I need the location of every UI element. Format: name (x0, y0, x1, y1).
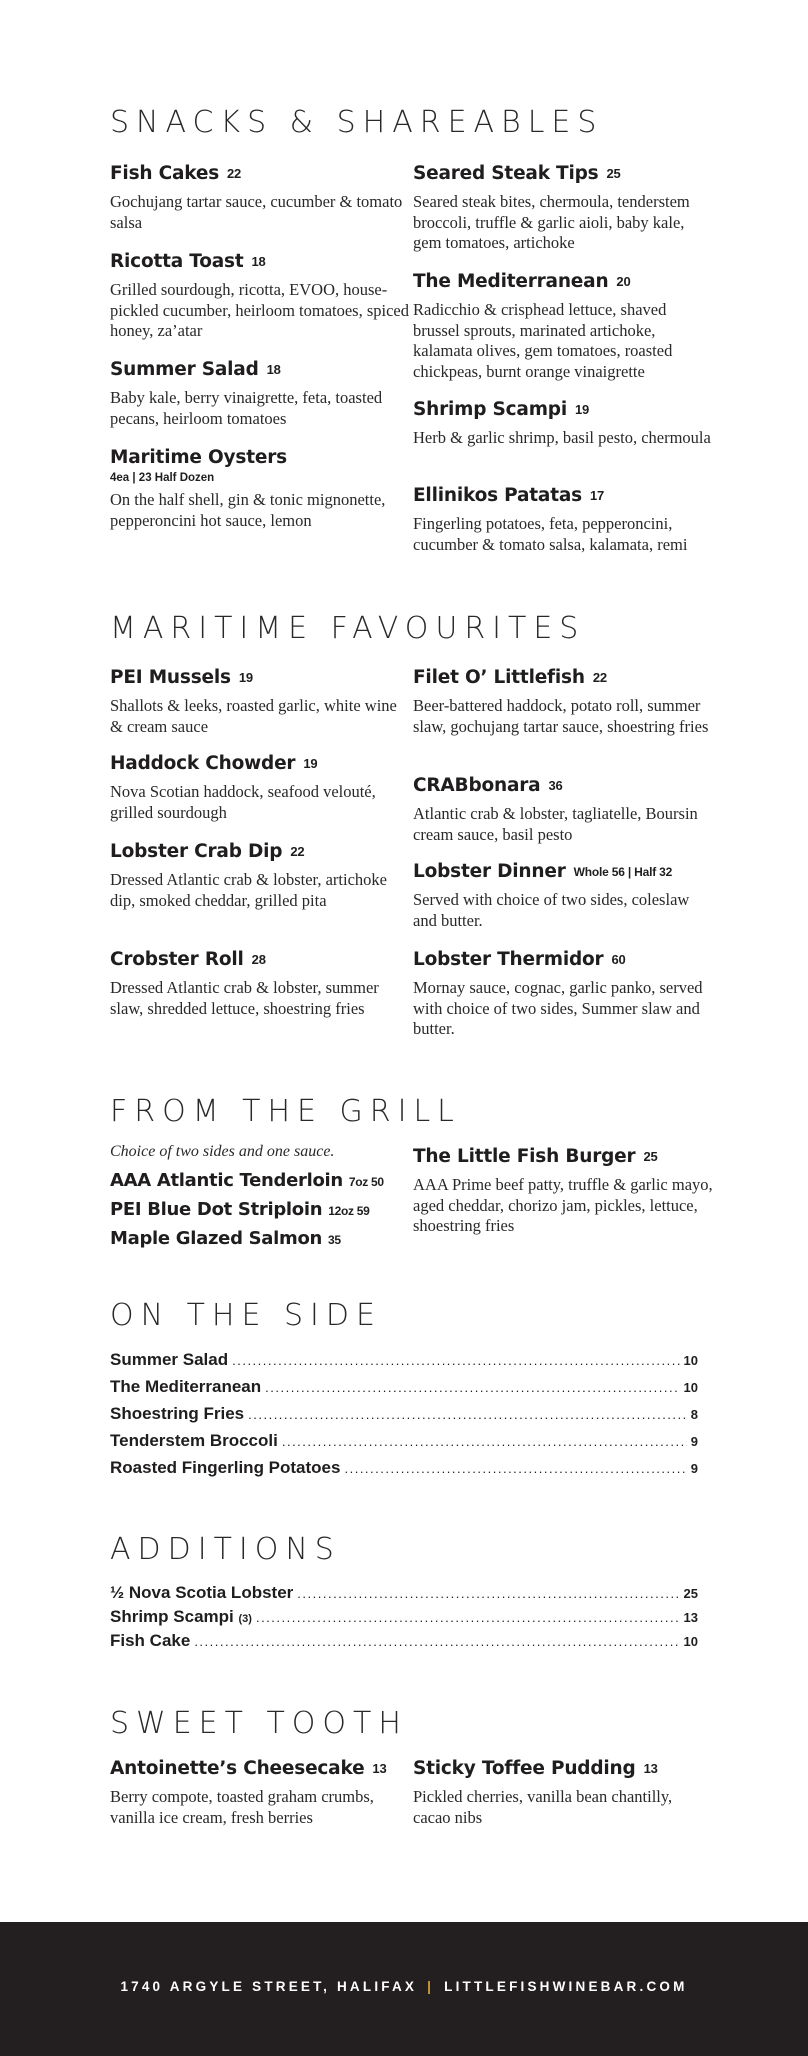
item-name: Sticky Toffee Pudding (413, 1758, 636, 1779)
item-name: Summer Salad (110, 359, 259, 380)
item-description: Mornay sauce, cognac, garlic panko, served with choice of two sides, Summer slaw and butter. (413, 978, 703, 1038)
dot-leader (232, 1353, 679, 1368)
menu-item (110, 752, 410, 823)
item-price: 25 (683, 1586, 698, 1601)
item-name: Fish Cakes (110, 163, 220, 184)
item-description: Beer-battered haddock, potato roll, summer slaw, gochujang tartar sauce, shoestring fries (413, 696, 709, 736)
item-name: Shoestring Fries (110, 1404, 245, 1423)
section-snacks (110, 105, 711, 558)
item-name: Maple Glazed Salmon (110, 1228, 323, 1249)
footer-website-link[interactable]: LITTLEFISHWINEBAR.COM (444, 1979, 688, 1994)
item-name: Shrimp Scampi (413, 399, 567, 420)
item-name: Seared Steak Tips (413, 163, 599, 184)
item-price: Whole 56 | Half 32 (573, 865, 673, 879)
menu-item (413, 270, 713, 382)
item-name: Fish Cake (110, 1631, 191, 1650)
item-name: Filet O’ Littlefish (413, 667, 585, 688)
footer-separator: | (427, 1979, 435, 1994)
footer (0, 1922, 808, 2056)
section-grill (110, 1094, 713, 1249)
item-name: AAA Atlantic Tenderloin (110, 1170, 343, 1191)
menu-item (413, 162, 713, 254)
item-price: 8 (690, 1407, 698, 1422)
grill-left-column (110, 1141, 400, 1254)
section-title: SNACKS & SHAREABLES (110, 105, 604, 140)
item-price: 7oz 50 (348, 1175, 384, 1189)
dot-leader (265, 1380, 679, 1395)
dot-leader (344, 1461, 686, 1476)
item-name: Tenderstem Broccoli (110, 1431, 278, 1450)
item-description: AAA Prime beef patty, truffle & garlic mayo, aged cheddar, chorizo jam, pickles, lettuce, shoestring fries (413, 1175, 713, 1235)
item-price: 22 (592, 670, 607, 685)
item-price: 4ea | 23 Half Dozen (110, 472, 215, 484)
grill-note: Choice of two sides and one sauce. (110, 1143, 335, 1160)
section-title: MARITIME FAVOURITES (110, 611, 586, 646)
item-name: CRABbonara (413, 775, 541, 796)
dot-leader (256, 1610, 680, 1625)
side-item (110, 1431, 698, 1458)
dot-leader (297, 1586, 679, 1601)
item-name: Haddock Chowder (110, 753, 296, 774)
footer-address: 1740 ARGYLE STREET, HALIFAX (120, 1979, 418, 1994)
section-title: SWEET TOOTH (110, 1706, 408, 1741)
item-price: 22 (227, 166, 242, 181)
item-name: Antoinette’s Cheesecake (110, 1758, 365, 1779)
side-item (110, 1404, 698, 1431)
item-price: 22 (290, 844, 305, 859)
item-description: Served with choice of two sides, coleslaw and butter. (413, 890, 690, 930)
menu-item (413, 948, 713, 1040)
menu-item (110, 162, 410, 233)
item-price: 10 (683, 1634, 698, 1649)
item-description: Gochujang tartar sauce, cucumber & tomato salsa (110, 192, 403, 232)
item-price: 13 (683, 1610, 698, 1625)
section-title: ADDITIONS (110, 1532, 341, 1567)
item-name: Roasted Fingerling Potatoes (110, 1458, 341, 1477)
side-item (110, 1377, 698, 1404)
item-price: 19 (574, 402, 590, 417)
menu-item (110, 1196, 400, 1225)
section-additions (110, 1532, 700, 1655)
item-price: 18 (251, 254, 266, 269)
menu-item (110, 1167, 400, 1196)
item-price: 19 (303, 756, 318, 771)
section-side (110, 1298, 700, 1481)
item-description: Herb & garlic shrimp, basil pesto, chermoula (413, 428, 711, 447)
dot-leader (248, 1407, 687, 1422)
section-maritime (110, 611, 709, 1044)
side-item (110, 1458, 698, 1485)
menu-item (110, 1757, 410, 1828)
menu-item (413, 860, 713, 931)
item-name: Crobster Roll (110, 949, 244, 970)
item-price: 17 (589, 488, 605, 503)
menu-item (413, 484, 713, 555)
section-sweet (110, 1706, 700, 1829)
item-price: 18 (266, 362, 281, 377)
item-name: The Mediterranean (110, 1377, 262, 1396)
item-name: PEI Mussels (110, 667, 231, 688)
section-title: ON THE SIDE (110, 1298, 382, 1333)
section-title: FROM THE GRILL (110, 1094, 461, 1129)
item-price: 35 (328, 1233, 341, 1247)
menu-item (110, 1225, 400, 1254)
item-description: Baby kale, berry vinaigrette, feta, toasted pecans, heirloom tomatoes (110, 388, 383, 428)
addition-item (110, 1631, 698, 1658)
item-name: Shrimp Scampi (110, 1607, 234, 1626)
item-description: Fingerling potatoes, feta, pepperoncini, cucumber & tomato salsa, kalamata, remi (413, 514, 688, 554)
item-name: The Little Fish Burger (413, 1146, 636, 1167)
menu-item (413, 1145, 713, 1237)
item-name: Lobster Dinner (413, 861, 566, 882)
item-description: Seared steak bites, chermoula, tenderstem broccoli, truffle & garlic aioli, baby kale, gem tomatoes, artichoke (413, 192, 690, 252)
item-name: PEI Blue Dot Striploin (110, 1199, 323, 1220)
item-name: Maritime Oysters (110, 447, 287, 468)
item-description: Atlantic crab & lobster, tagliatelle, Boursin cream sauce, basil pesto (413, 804, 698, 844)
item-price: 12oz 59 (328, 1204, 370, 1218)
item-description: Radicchio & crisphead lettuce, shaved brussel sprouts, marinated artichoke, kalamata olives, gem tomatoes, roasted chickpeas, burnt orange vinaigrette (413, 300, 673, 381)
menu-item (110, 358, 410, 429)
item-price: 19 (238, 670, 253, 685)
item-name: Ellinikos Patatas (413, 485, 582, 506)
menu-item (110, 666, 410, 737)
side-item (110, 1350, 698, 1377)
item-name: Summer Salad (110, 1350, 229, 1369)
menu-item (110, 446, 410, 531)
item-price: 13 (643, 1761, 658, 1776)
item-price: 28 (251, 952, 266, 967)
item-price: 9 (690, 1434, 698, 1449)
dot-leader (282, 1434, 687, 1449)
item-price: 25 (643, 1149, 658, 1164)
menu-item (413, 398, 713, 449)
item-price: 13 (372, 1761, 387, 1776)
dot-leader (194, 1634, 679, 1649)
menu-item (413, 666, 713, 737)
menu-item (110, 948, 410, 1019)
item-price: 25 (606, 166, 621, 181)
menu-item (110, 250, 410, 342)
addition-item (110, 1607, 698, 1634)
item-description: Pickled cherries, vanilla bean chantilly, cacao nibs (413, 1787, 673, 1827)
menu-item (413, 774, 713, 845)
item-price: 10 (683, 1380, 698, 1395)
item-name: Lobster Thermidor (413, 949, 604, 970)
item-price: 20 (616, 274, 631, 289)
item-name: Lobster Crab Dip (110, 841, 283, 862)
item-description: Nova Scotian haddock, seafood velouté, grilled sourdough (110, 782, 376, 822)
item-name: Ricotta Toast (110, 251, 244, 272)
item-description: Grilled sourdough, ricotta, EVOO, house-pickled cucumber, heirloom tomatoes, spiced honey, za’atar (110, 280, 409, 340)
menu-item (413, 1757, 713, 1828)
item-price: 9 (690, 1461, 698, 1476)
item-description: Shallots & leeks, roasted garlic, white wine & cream sauce (110, 696, 397, 736)
item-description: On the half shell, gin & tonic mignonette, pepperoncini hot sauce, lemon (110, 490, 386, 530)
item-price: 60 (611, 952, 626, 967)
item-price: 10 (683, 1353, 698, 1368)
item-description: Dressed Atlantic crab & lobster, summer slaw, shredded lettuce, shoestring fries (110, 978, 379, 1018)
item-description: Dressed Atlantic crab & lobster, artichoke dip, smoked cheddar, grilled pita (110, 870, 387, 910)
item-name: ½ Nova Scotia Lobster (110, 1583, 294, 1602)
item-quantity: (3) (238, 1613, 252, 1625)
menu-item (110, 840, 410, 911)
item-name: The Mediterranean (413, 271, 609, 292)
item-description: Berry compote, toasted graham crumbs, vanilla ice cream, fresh berries (110, 1787, 374, 1827)
addition-item (110, 1583, 698, 1610)
item-price: 36 (548, 778, 563, 793)
